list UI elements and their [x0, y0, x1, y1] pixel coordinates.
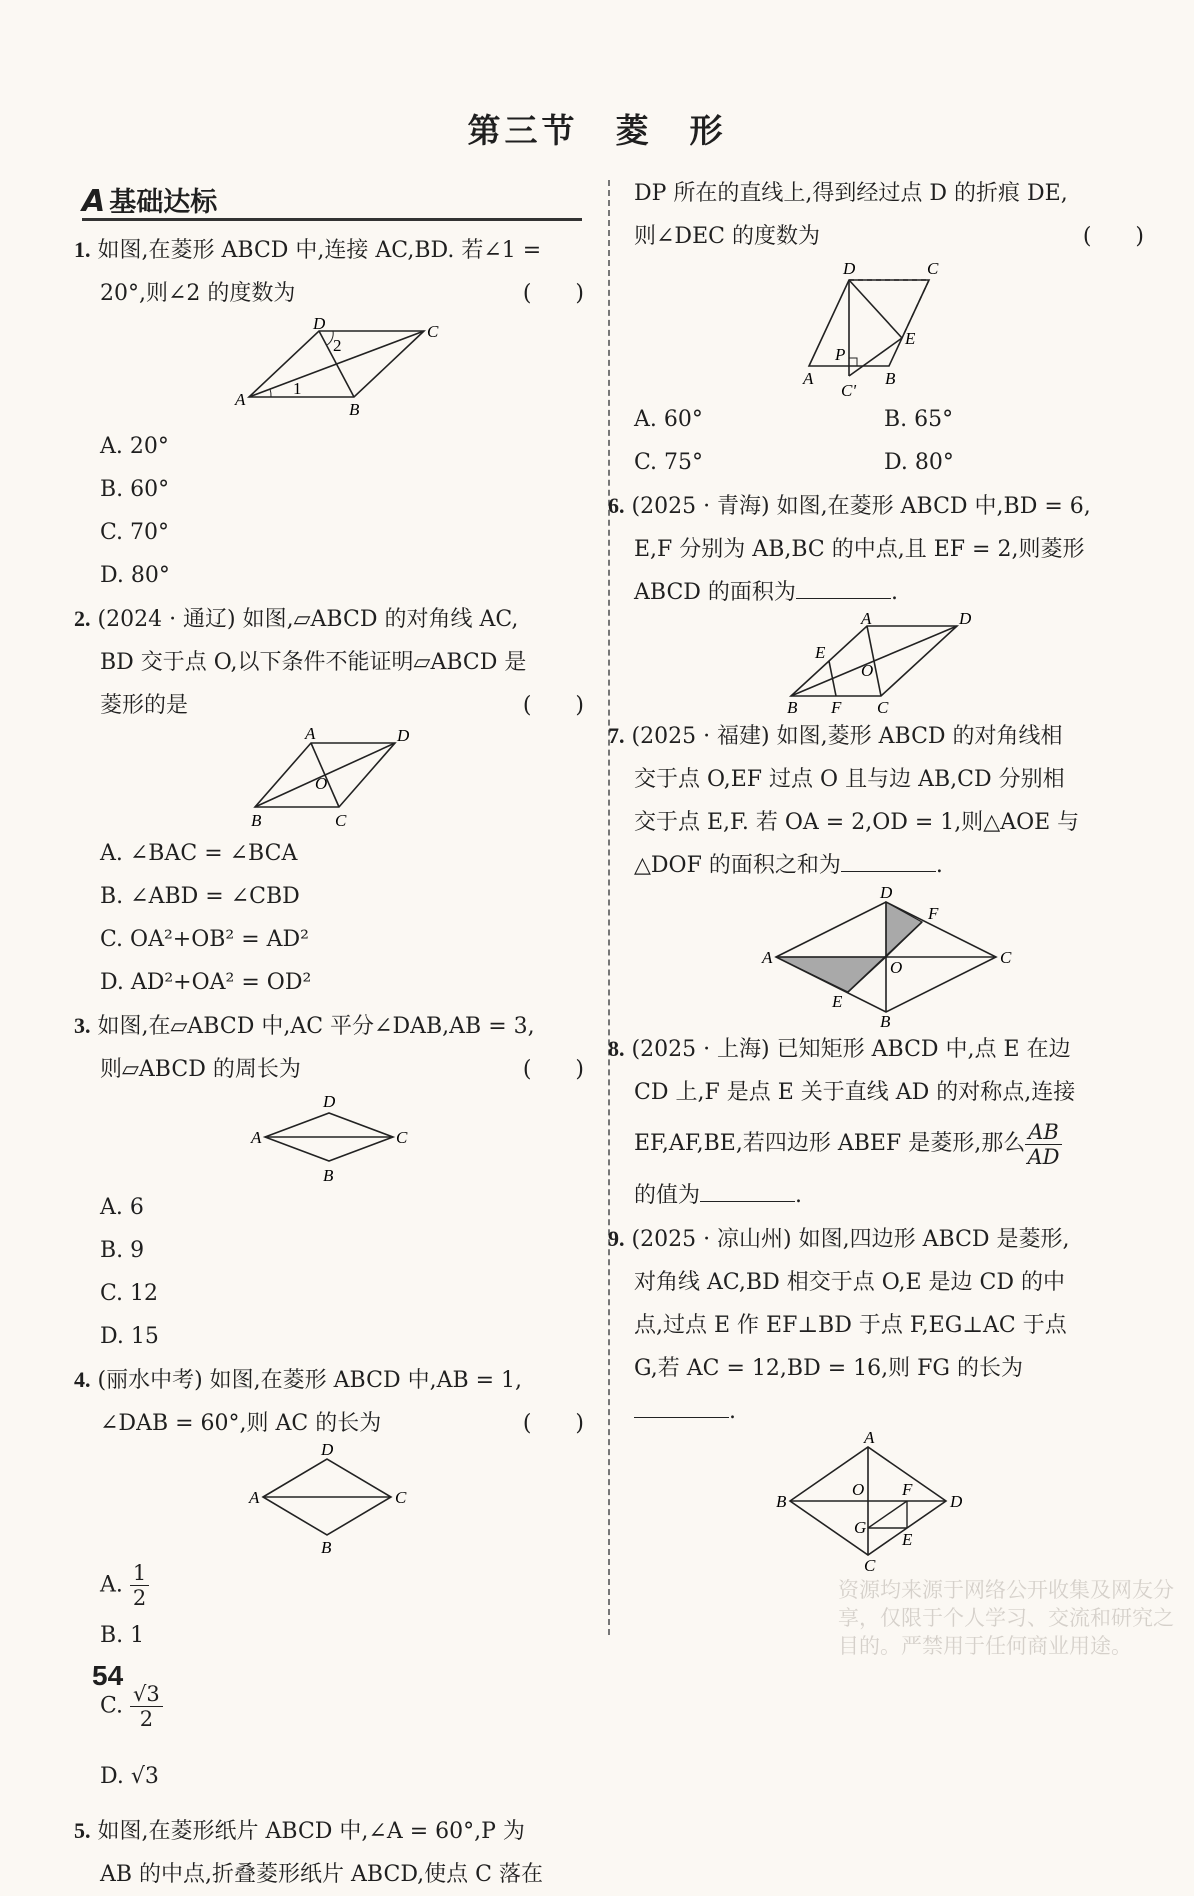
fraction-ab-ad — [1025, 1120, 1062, 1169]
page-title: 第三节 菱 形 — [467, 111, 727, 150]
question-text: G,若 AC = 12,BD = 16,则 FG 的长为 — [634, 1356, 1023, 1381]
label-C-prime: C' — [841, 381, 856, 400]
numerator: AB — [1025, 1120, 1062, 1145]
figure-rhombus-7 — [746, 883, 1012, 1031]
answer-bracket[interactable]: ( ) — [522, 1057, 584, 1082]
question-text: (2025 · 上海) 已知矩形 ABCD 中,点 E 在边 — [631, 1037, 1071, 1062]
option-a[interactable] — [100, 1561, 350, 1610]
question-text: (2025 · 青海) 如图,在菱形 ABCD 中,BD = 6, — [631, 494, 1091, 519]
figure-rhombus-4 — [239, 1440, 419, 1557]
fraction — [130, 1561, 149, 1610]
figure-parallelogram-2 — [229, 724, 429, 832]
option-b[interactable]: B. ∠ABD = ∠CBD — [100, 884, 300, 909]
label-C: C — [1000, 948, 1012, 967]
question-1 — [74, 228, 584, 597]
watermark-text: 资源均来源于网络公开收集及网友分享，仅限于个人学习、交流和研究之目的。严禁用于任何商业用途。 — [838, 1578, 1174, 1658]
angle-2-label: 2 — [333, 336, 342, 355]
label-D: D — [950, 1492, 963, 1511]
label-C: C — [927, 259, 939, 278]
question-7 — [608, 714, 1144, 1031]
answer-bracket[interactable]: ( ) — [1082, 224, 1144, 249]
question-number: 1. — [74, 237, 91, 262]
question-3 — [74, 1004, 584, 1358]
question-text: (丽水中考) 如图,在菱形 ABCD 中,AB = 1, — [97, 1368, 523, 1393]
question-text: 则∠DEC 的度数为 — [634, 224, 820, 249]
option-d[interactable]: D. √3 — [100, 1764, 159, 1789]
question-text: AB 的中点,折叠菱形纸片 ABCD,使点 C 落在 — [100, 1862, 543, 1887]
label-C: C — [335, 811, 347, 830]
option-c[interactable]: C. 75° — [634, 450, 704, 475]
question-text: 则▱ABCD 的周长为 — [100, 1057, 301, 1082]
label-O: O — [315, 774, 328, 793]
question-number: 4. — [74, 1367, 91, 1392]
punctuation: . — [795, 1183, 803, 1208]
label-A: A — [803, 369, 814, 388]
answer-bracket[interactable]: ( ) — [522, 693, 584, 718]
question-8 — [608, 1027, 1144, 1217]
label-C: C — [396, 1128, 408, 1147]
answer-blank[interactable] — [841, 845, 936, 872]
label-D: D — [313, 314, 326, 333]
question-number: 8. — [608, 1036, 625, 1061]
answer-blank[interactable] — [700, 1175, 795, 1202]
label-A: A — [235, 390, 246, 409]
option-c[interactable]: C. 70° — [100, 520, 170, 545]
question-text: DP 所在的直线上,得到经过点 D 的折痕 DE, — [634, 181, 1068, 206]
option-a[interactable]: A. 20° — [100, 434, 169, 459]
question-text: (2025 · 福建) 如图,菱形 ABCD 的对角线相 — [631, 724, 1063, 749]
option-d[interactable]: D. 80° — [100, 563, 170, 588]
label-D: D — [880, 883, 893, 902]
numerator: √3 — [130, 1682, 163, 1707]
label-P: P — [835, 345, 846, 364]
denominator: 2 — [132, 1586, 147, 1610]
label-A: A — [762, 948, 773, 967]
label-E: E — [902, 1530, 913, 1549]
label-O: O — [890, 958, 903, 977]
label-O: O — [861, 661, 874, 680]
question-text: 20°,则∠2 的度数为 — [100, 281, 296, 306]
label-E: E — [832, 992, 843, 1011]
label-C: C — [395, 1488, 407, 1507]
option-d[interactable]: D. AD²+OA² = OD² — [100, 970, 312, 995]
question-text: 交于点 E,F. 若 OA = 2,OD = 1,则△AOE 与 — [634, 810, 1080, 835]
page-number: 54 — [92, 1660, 124, 1691]
label-B: B — [323, 1166, 334, 1185]
label-O: O — [852, 1480, 865, 1499]
section-letter: A — [82, 184, 106, 219]
question-number: 6. — [608, 493, 625, 518]
figure-rhombus-3 — [239, 1091, 419, 1186]
option-a[interactable]: A. ∠BAC = ∠BCA — [100, 841, 298, 866]
label-C: C — [864, 1556, 876, 1575]
question-5 — [74, 1809, 584, 1896]
label-A: A — [305, 724, 316, 743]
label-F: F — [928, 904, 939, 923]
option-b[interactable]: B. 65° — [884, 407, 954, 432]
question-number: 7. — [608, 723, 625, 748]
option-c[interactable]: C. OA²+OB² = AD² — [100, 927, 309, 952]
question-text: ABCD 的面积为 — [634, 580, 796, 605]
label-B: B — [251, 811, 262, 830]
label-C: C — [877, 698, 889, 717]
option-a[interactable]: A. 6 — [100, 1195, 144, 1220]
label-A: A — [861, 609, 872, 628]
label-B: B — [321, 1538, 332, 1557]
question-2 — [74, 597, 584, 1004]
option-d[interactable]: D. 15 — [100, 1324, 159, 1349]
label-D: D — [321, 1440, 334, 1459]
answer-blank[interactable] — [796, 572, 891, 599]
question-text: (2024 · 通辽) 如图,▱ABCD 的对角线 AC, — [97, 607, 519, 632]
question-4 — [74, 1358, 584, 1803]
question-text: 交于点 O,EF 过点 O 且与边 AB,CD 分别相 — [634, 767, 1065, 792]
label-F: F — [902, 1480, 913, 1499]
option-d[interactable]: D. 80° — [884, 450, 954, 475]
fraction — [130, 1682, 163, 1731]
denominator: 2 — [139, 1707, 154, 1731]
label-E: E — [905, 329, 916, 348]
question-text: (2025 · 凉山州) 如图,四边形 ABCD 是菱形, — [631, 1227, 1070, 1252]
denominator: AD — [1027, 1144, 1060, 1169]
label-D: D — [843, 259, 856, 278]
option-b[interactable]: B. 1 — [100, 1623, 145, 1648]
punctuation: . — [729, 1399, 736, 1424]
option-c[interactable]: C. 12 — [100, 1281, 159, 1306]
question-text: 点,过点 E 作 EF⊥BD 于点 F,EG⊥AC 于点 — [634, 1313, 1067, 1338]
option-b[interactable]: B. 60° — [100, 477, 170, 502]
option-letter: C. — [100, 1693, 124, 1719]
option-letter: A. — [100, 1572, 123, 1598]
label-D: D — [323, 1092, 336, 1111]
answer-blank[interactable] — [634, 1391, 729, 1418]
question-number: 5. — [74, 1818, 91, 1843]
option-c[interactable] — [100, 1682, 350, 1731]
option-a[interactable]: A. 60° — [634, 407, 703, 432]
punctuation: . — [890, 580, 898, 605]
label-D: D — [397, 726, 410, 745]
label-G: G — [854, 1518, 867, 1537]
label-A: A — [251, 1128, 262, 1147]
question-text: 对角线 AC,BD 相交于点 O,E 是边 CD 的中 — [634, 1270, 1065, 1295]
label-B: B — [776, 1492, 787, 1511]
question-5-continued — [634, 172, 1144, 484]
label-B: B — [787, 698, 798, 717]
question-text: 如图,在菱形 ABCD 中,连接 AC,BD. 若∠1 = — [97, 238, 542, 263]
figure-rhombus-6 — [771, 609, 981, 717]
label-B: B — [885, 369, 896, 388]
section-label: 基础达标 — [109, 187, 218, 218]
label-B: B — [349, 400, 360, 419]
angle-1-label: 1 — [293, 379, 302, 398]
label-C: C — [427, 322, 439, 341]
question-text: 如图,在菱形纸片 ABCD 中,∠A = 60°,P 为 — [97, 1819, 525, 1844]
question-text: EF,AF,BE,若四边形 ABEF 是菱形,那么 — [634, 1131, 1026, 1156]
figure-rhombus-1 — [209, 315, 449, 425]
question-text: 菱形的是 — [100, 693, 189, 718]
answer-bracket[interactable]: ( ) — [522, 1411, 584, 1436]
label-A: A — [249, 1488, 260, 1507]
question-text: E,F 分别为 AB,BC 的中点,且 EF = 2,则菱形 — [634, 537, 1085, 562]
left-column — [74, 228, 584, 1896]
label-F: F — [831, 698, 842, 717]
question-text: 如图,在▱ABCD 中,AC 平分∠DAB,AB = 3, — [97, 1014, 535, 1039]
question-text: BD 交于点 O,以下条件不能证明▱ABCD 是 — [100, 650, 527, 675]
option-b[interactable]: B. 9 — [100, 1238, 145, 1263]
figure-fold-5 — [789, 258, 989, 398]
question-number: 2. — [74, 606, 91, 631]
label-B: B — [880, 1012, 891, 1031]
question-9 — [608, 1217, 1144, 1573]
label-E: E — [815, 643, 826, 662]
punctuation: . — [935, 853, 943, 878]
section-heading — [82, 180, 582, 221]
question-text: 的值为 — [634, 1183, 701, 1208]
right-column — [608, 172, 1144, 1575]
question-text: CD 上,F 是点 E 关于直线 AD 的对称点,连接 — [634, 1080, 1076, 1105]
question-6 — [608, 484, 1144, 717]
question-text: ∠DAB = 60°,则 AC 的长为 — [100, 1411, 382, 1436]
label-A: A — [864, 1428, 875, 1447]
question-number: 3. — [74, 1013, 91, 1038]
figure-rhombus-9 — [768, 1428, 968, 1575]
question-number: 9. — [608, 1226, 625, 1251]
label-D: D — [959, 609, 972, 628]
question-text: △DOF 的面积之和为 — [634, 853, 841, 878]
numerator: 1 — [130, 1561, 149, 1586]
answer-bracket[interactable]: ( ) — [522, 281, 584, 306]
